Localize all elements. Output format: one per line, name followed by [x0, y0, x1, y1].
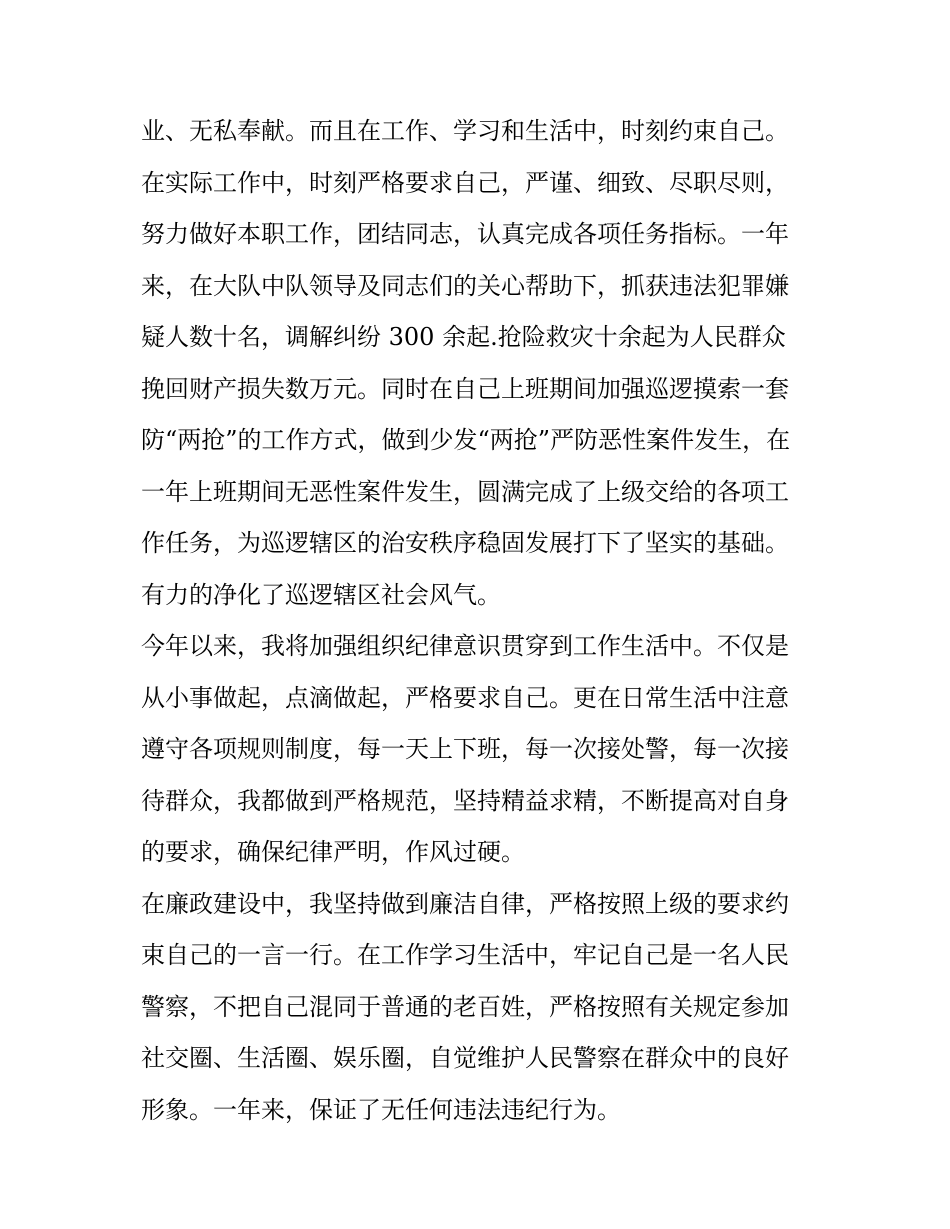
text-line: 挽回财产损失数万元。同时在自己上班期间加强巡逻摸索一套	[141, 374, 789, 403]
text-line: 在实际工作中，时刻严格要求自己，严谨、细致、尽职尽则，	[141, 168, 789, 197]
text-line: 努力做好本职工作，团结同志，认真完成各项任务指标。一年	[141, 220, 789, 248]
text-line: 形象。一年来，保证了无任何违法违纪行为。	[141, 1095, 621, 1124]
text-line: 警察，不把自己混同于普通的老百姓，严格按照有关规定参加	[141, 992, 789, 1021]
text-line: 束自己的一言一行。在工作学习生活中，牢记自己是一名人民	[141, 941, 789, 969]
text-line: 在廉政建设中，我坚持做到廉洁自律，严格按照上级的要求约	[141, 889, 789, 918]
text-line: 业、无私奉献。而且在工作、学习和生活中，时刻约束自己。	[141, 117, 789, 145]
text-line: 待群众，我都做到严格规范，坚持精益求精，不断提高对自身	[141, 786, 789, 815]
document-body	[141, 106, 821, 1136]
text-line: 一年上班期间无恶性案件发生，圆满完成了上级交给的各项工	[141, 477, 789, 506]
paragraph-2	[141, 621, 821, 879]
text-line: 有力的净化了巡逻辖区社会风气。	[141, 580, 501, 609]
paragraph-3	[141, 879, 821, 1137]
text-line: 从小事做起，点滴做起，严格要求自己。更在日常生活中注意	[141, 683, 789, 712]
text-line: 疑人数十名，调解纠纷 300 余起.抢险救灾十余起为人民群众	[141, 323, 786, 351]
text-line: 来，在大队中队领导及同志们的关心帮助下，抓获违法犯罪嫌	[141, 271, 789, 300]
text-line: 遵守各项规则制度，每一天上下班，每一次接处警，每一次接	[141, 735, 789, 763]
paragraph-1	[141, 106, 821, 621]
text-line: 作任务，为巡逻辖区的治安秩序稳固发展打下了坚实的基础。	[141, 529, 789, 557]
text-line: 今年以来，我将加强组织纪律意识贯穿到工作生活中。不仅是	[141, 632, 789, 660]
text-line: 的要求，确保纪律严明，作风过硬。	[141, 838, 525, 866]
text-line: 防“两抢”的工作方式，做到少发“两抢”严防恶性案件发生，在	[141, 426, 791, 454]
text-line: 社交圈、生活圈、娱乐圈，自觉维护人民警察在群众中的良好	[141, 1044, 789, 1072]
